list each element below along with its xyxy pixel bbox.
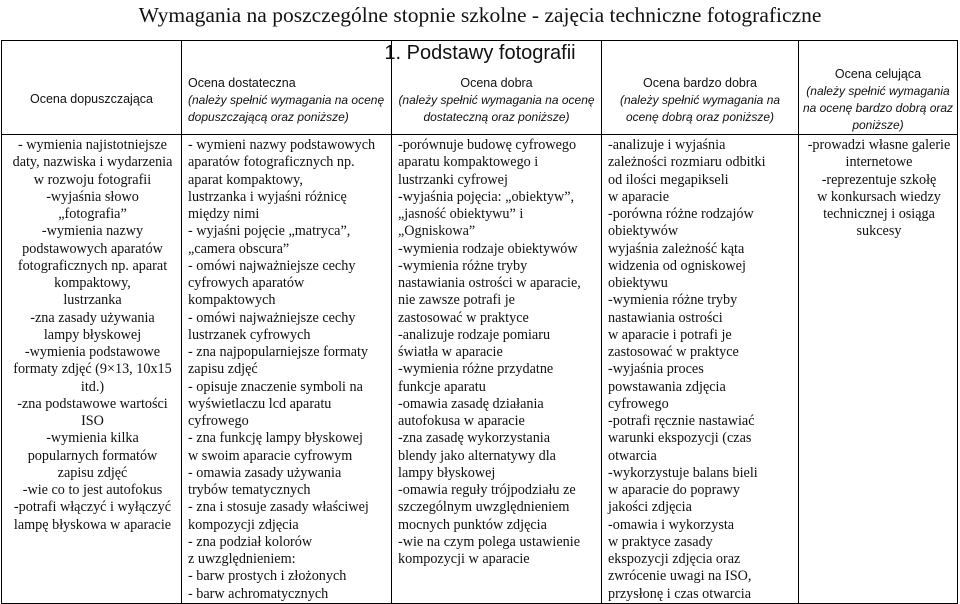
requirement-line: kompaktowych xyxy=(188,292,276,309)
requirement-line: ISO xyxy=(81,413,104,429)
requirement-line: -wymienia podstawowe xyxy=(24,344,161,360)
requirement-line: w konkursach wiedzy xyxy=(817,188,941,205)
requirement-line: -potrafi ręcznie nastawiać xyxy=(608,413,755,429)
requirement-line: -analizuje rodzaje pomiaru xyxy=(398,326,551,343)
requirement-line: mocnych punktów zdjęcia xyxy=(398,516,547,533)
requirement-line: trybów tematycznych xyxy=(188,482,311,498)
requirement-line: „jasność obiektywu” i xyxy=(398,206,524,222)
requirement-line: przysłonę i czas otwarcia xyxy=(608,585,751,602)
grade-note: (należy spełnić wymagania na ocenę dopuszczającą oraz poniższe) xyxy=(188,93,385,124)
header-cell-dopuszczajaca xyxy=(2,41,182,135)
requirement-line: kompaktowy, xyxy=(54,275,131,291)
grade-name: Ocena bardzo dobra xyxy=(643,76,757,90)
requirement-line: -wie na czym polega ustawienie xyxy=(398,533,580,550)
requirement-line: -analizuje i wyjaśnia xyxy=(608,137,726,153)
grade-name: Ocena celująca xyxy=(834,67,922,81)
requirement-line: zapisu zdjęć xyxy=(188,361,258,378)
requirement-line: - wymienia najistotniejsze xyxy=(18,137,167,153)
requirement-line: - omówi najważniejsze cechy xyxy=(188,257,356,274)
requirement-line: internetowe xyxy=(845,154,913,171)
requirement-line: -omawia zasadę działania xyxy=(398,395,544,412)
content-cell-dostateczna xyxy=(182,135,392,604)
requirement-line: cyfrowego xyxy=(608,395,669,412)
requirement-line: zapisu zdjęć xyxy=(57,464,128,481)
content-row xyxy=(2,135,958,604)
requirement-line: „fotografia” xyxy=(58,206,127,222)
header-cell-celujaca xyxy=(799,41,958,135)
requirement-line: formaty zdjęć (9×13, 10x15 xyxy=(13,361,172,378)
requirement-line: lampę błyskowa w aparacie xyxy=(13,516,172,533)
requirement-line: w aparacie xyxy=(608,188,670,205)
requirement-line: lampy błyskowej xyxy=(43,326,142,343)
requirement-line: między nimi xyxy=(188,206,260,222)
requirement-line: - wymieni nazwy podstawowych xyxy=(188,137,376,153)
requirement-line: - zna najpopularniejsze formaty xyxy=(188,344,369,360)
grade-name: Ocena dopuszczająca xyxy=(30,92,153,106)
requirement-line: -wymienia rodzaje obiektywów xyxy=(398,240,578,257)
requirement-line: powstawania zdjęcia xyxy=(608,378,726,395)
requirement-line: „camera obscura” xyxy=(188,240,290,257)
requirement-line: cyfrowych aparatów xyxy=(188,275,305,291)
requirement-line: lampy błyskowej xyxy=(398,464,496,481)
requirement-line: widzenia od ogniskowej xyxy=(608,257,746,274)
requirement-line: światła w aparacie xyxy=(398,344,503,360)
requirement-line: w rozwoju fotografii xyxy=(33,171,152,188)
requirement-line: - omawia zasady używania xyxy=(188,464,342,481)
requirement-line: lustrzanek cyfrowych xyxy=(188,326,311,343)
requirement-line: -wyjaśnia pojęcia: „obiektyw”, xyxy=(398,188,575,205)
requirement-line: nie zawsze potrafi je xyxy=(398,292,515,309)
requirement-line: -zna podstawowe wartości xyxy=(17,395,168,412)
content-cell-celujaca xyxy=(799,135,958,604)
requirement-line: -potrafi włączyć i wyłączyć xyxy=(13,499,172,516)
requirement-line: - barw prostych i złożonych xyxy=(188,568,347,585)
requirement-line: -zna zasadę wykorzystania xyxy=(398,430,551,447)
section-title: 1. Podstawy fotografii xyxy=(384,42,576,64)
requirement-line: itd.) xyxy=(80,378,105,395)
requirement-line: - zna i stosuje zasady właściwej xyxy=(188,499,369,516)
requirement-line: -omawia i wykorzysta xyxy=(608,516,735,533)
page-title: Wymagania na poszczególne stopnie szkolne - zajęcia techniczne fotograficzne xyxy=(138,3,822,27)
grade-name: Ocena dobra xyxy=(460,76,533,90)
requirement-line: -porówna różne rodzajów xyxy=(608,206,754,222)
requirement-line: cyfrowego xyxy=(188,413,249,429)
requirement-line: z uwzględnieniem: xyxy=(188,551,296,567)
requirement-line: autofokusa w aparacie xyxy=(398,413,525,429)
requirement-line: - zna funkcję lampy błyskowej xyxy=(188,430,363,447)
requirement-line: lustrzanki cyfrowej xyxy=(398,171,508,188)
requirement-line: zależności rozmiaru odbitki xyxy=(608,154,766,171)
requirement-line: -wymienia różne przydatne xyxy=(398,361,554,378)
requirement-line: obiektywu xyxy=(608,275,668,291)
requirement-line: blendy jako alternatywy dla xyxy=(398,447,556,464)
requirement-line: warunki ekspozycji (czas xyxy=(608,430,752,447)
requirement-line: lustrzanka xyxy=(63,292,122,309)
requirement-line: kompozycji zdjęcia xyxy=(188,516,299,533)
requirements-table xyxy=(1,40,958,604)
requirement-line: - wyjaśni pojęcie „matryca”, xyxy=(188,223,351,240)
requirement-line: aparatu kompaktowego i xyxy=(398,154,539,171)
content-cell-dopuszczajaca xyxy=(2,135,182,604)
requirement-line: aparat kompaktowy, xyxy=(188,171,303,188)
requirements-list xyxy=(2,135,181,534)
requirement-line: „Ogniskowa” xyxy=(398,223,476,240)
requirement-line: -wie co to jest autofokus xyxy=(22,482,163,498)
requirement-line: nastawiania ostrości xyxy=(608,309,723,326)
requirement-line: zwrócenie uwagi na ISO, xyxy=(608,568,752,585)
requirement-line: w praktyce zasady xyxy=(608,533,713,550)
requirement-line: sukcesy xyxy=(856,223,902,240)
grade-note: (należy spełnić wymagania na ocenę bardzo dobrą oraz poniższe) xyxy=(802,84,954,132)
requirement-line: funkcje aparatu xyxy=(398,378,486,395)
requirement-line: wyjaśnia zależność kąta xyxy=(608,240,745,257)
requirements-list xyxy=(602,135,798,603)
requirement-line: -wymienia kilka xyxy=(46,430,139,447)
requirement-line: -wymienia nazwy xyxy=(41,223,144,240)
requirement-line: - barw achromatycznych xyxy=(188,585,329,602)
requirement-line: -wykorzystuje balans bieli xyxy=(608,464,758,481)
requirement-line: -wymienia różne tryby xyxy=(398,257,528,274)
requirement-line: fotograficznych np. aparat xyxy=(17,257,168,274)
requirement-line: jakości zdjęcia xyxy=(608,499,692,516)
requirement-line: nastawiania ostrości w aparacie, xyxy=(398,275,581,291)
requirement-line: wyświetlaczu lcd aparatu xyxy=(188,395,332,412)
requirement-line: szczególnym uwzględnieniem xyxy=(398,499,570,516)
requirement-line: -prowadzi własne galerie xyxy=(807,137,951,153)
requirement-line: -wyjaśnia proces xyxy=(608,361,704,378)
grade-note: (należy spełnić wymagania na ocenę dostateczną oraz poniższe) xyxy=(398,93,595,124)
requirement-line: obiektywów xyxy=(608,223,679,240)
requirement-line: kompozycji w aparacie xyxy=(398,551,530,567)
requirement-line: podstawowych aparatów xyxy=(22,240,163,257)
content-cell-bardzo-dobra xyxy=(602,135,799,604)
requirements-list xyxy=(392,135,601,568)
requirement-line: -omawia reguły trójpodziału ze xyxy=(398,482,576,498)
requirements-list xyxy=(182,135,391,603)
requirement-line: aparatów fotograficznych np. xyxy=(188,154,355,171)
requirement-line: -wymienia różne tryby xyxy=(608,292,738,309)
requirement-line: -reprezentuje szkołę xyxy=(821,171,937,188)
requirement-line: - omówi najważniejsze cechy xyxy=(188,309,356,326)
requirement-line: - opisuje znaczenie symboli na xyxy=(188,378,363,395)
grade-name: Ocena dostateczna xyxy=(188,76,296,90)
requirement-line: otwarcia xyxy=(608,447,657,464)
requirement-line: popularnych formatów xyxy=(27,447,158,464)
requirement-line: - zna podział kolorów xyxy=(188,533,313,550)
requirement-line: od ilości megapikseli xyxy=(608,171,729,188)
requirement-line: -porównuje budowę cyfrowego xyxy=(398,137,577,153)
requirement-line: lustrzanka i wyjaśni różnicę xyxy=(188,188,347,205)
content-cell-dobra xyxy=(392,135,602,604)
requirement-line: technicznej i osiąga xyxy=(823,206,935,222)
requirement-line: zastosować w praktyce xyxy=(398,309,529,326)
requirement-line: w aparacie i potrafi je xyxy=(608,326,732,343)
requirements-list xyxy=(799,135,957,241)
requirement-line: ekspozycji zdjęcia oraz xyxy=(608,551,741,567)
requirement-line: w aparacie do poprawy xyxy=(608,482,740,498)
requirement-line: -zna zasady używania xyxy=(30,309,155,326)
requirement-line: w swoim aparacie cyfrowym xyxy=(188,447,353,464)
requirement-line: daty, nazwiska i wydarzenia xyxy=(12,154,173,171)
requirement-line: zastosować w praktyce xyxy=(608,344,739,360)
grade-note: (należy spełnić wymagania na ocenę dobrą oraz poniższe) xyxy=(619,93,781,124)
requirement-line: -wyjaśnia słowo xyxy=(46,188,139,205)
